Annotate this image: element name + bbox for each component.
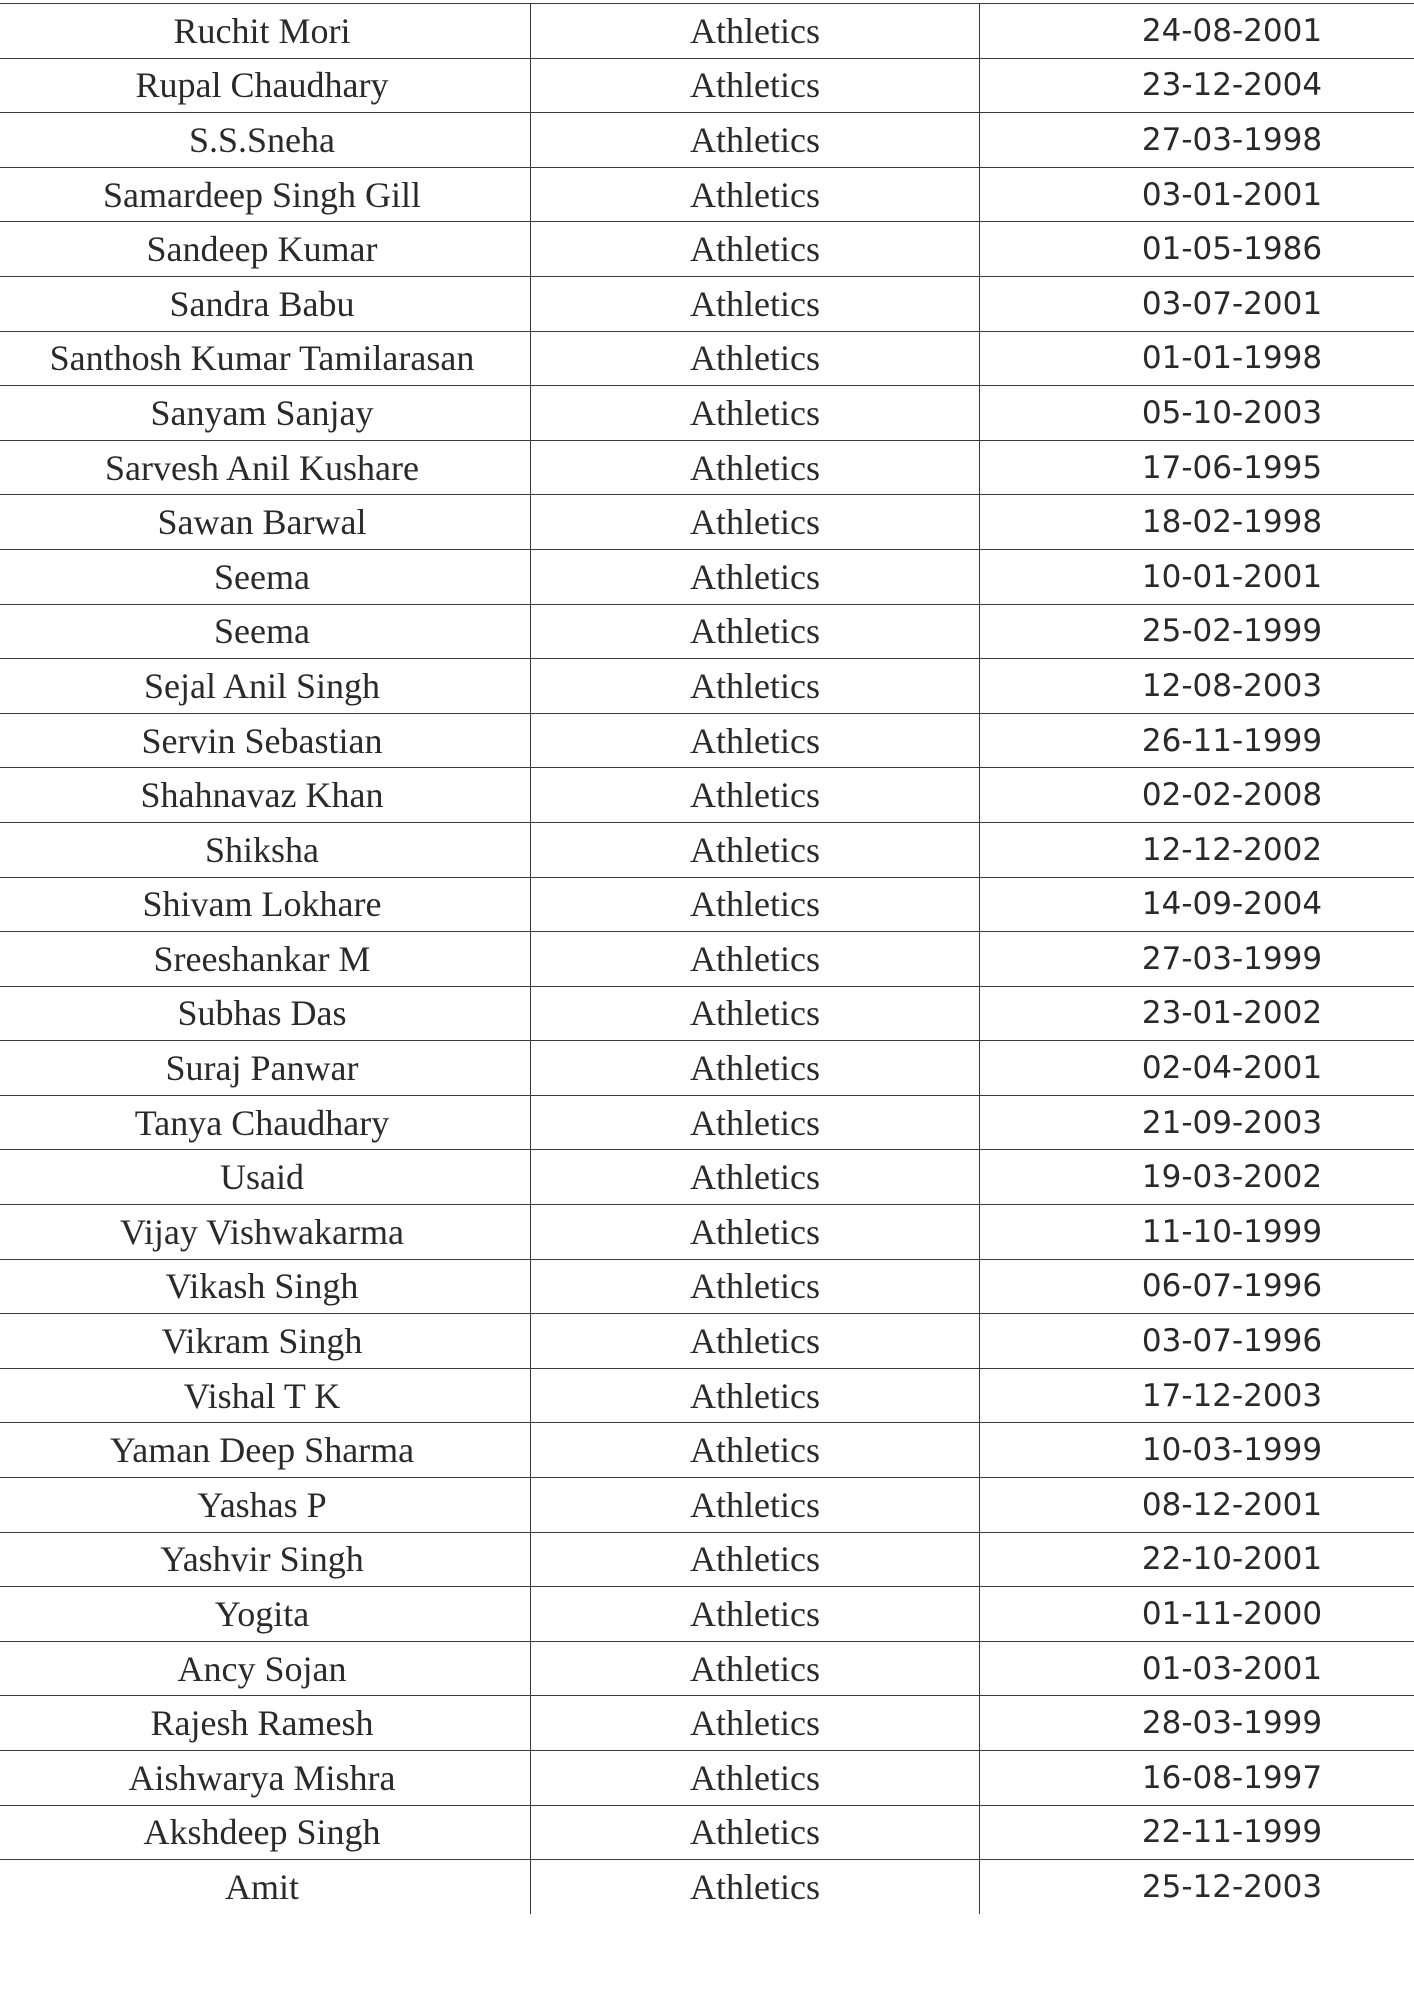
sport-text: Athletics	[690, 829, 820, 870]
date-of-birth-text: 27-03-1998	[1141, 121, 1323, 158]
sport-cell	[531, 4, 980, 59]
sport-text: Athletics	[690, 392, 820, 433]
date-of-birth-cell	[980, 1259, 1414, 1314]
date-of-birth-cell	[980, 1696, 1414, 1751]
athlete-name-text: Sanyam Sanjay	[150, 392, 374, 433]
sport-cell	[531, 1423, 980, 1478]
date-of-birth-text: 06-07-1996	[1141, 1268, 1323, 1305]
date-of-birth-text: 02-02-2008	[1141, 777, 1323, 814]
date-of-birth-text: 22-11-1999	[1141, 1814, 1323, 1851]
date-of-birth-cell	[980, 768, 1414, 823]
athlete-name-cell	[0, 1314, 531, 1369]
sport-cell	[531, 1751, 980, 1806]
athlete-name-text: Ruchit Mori	[173, 10, 351, 51]
date-of-birth-text: 21-09-2003	[1141, 1104, 1323, 1141]
sport-cell	[531, 1641, 980, 1696]
sport-text: Athletics	[690, 1157, 820, 1198]
date-of-birth-text: 12-08-2003	[1141, 667, 1323, 704]
table-row	[0, 495, 1414, 550]
athlete-name-cell	[0, 768, 531, 823]
table-row	[0, 1423, 1414, 1478]
table-row	[0, 1205, 1414, 1260]
date-of-birth-text: 12-12-2002	[1141, 831, 1323, 868]
date-of-birth-text: 16-08-1997	[1141, 1759, 1323, 1796]
date-of-birth-text: 23-01-2002	[1141, 995, 1323, 1032]
athlete-name-cell	[0, 1259, 531, 1314]
athlete-name-text: Yogita	[214, 1594, 310, 1635]
sport-cell	[531, 549, 980, 604]
athlete-name-text: Sandeep Kumar	[146, 229, 378, 270]
athlete-name-cell	[0, 113, 531, 168]
sport-cell	[531, 768, 980, 823]
date-of-birth-text: 01-03-2001	[1141, 1650, 1323, 1687]
athlete-name-cell	[0, 604, 531, 659]
date-of-birth-cell	[980, 1314, 1414, 1369]
athlete-name-text: Sawan Barwal	[157, 502, 367, 543]
date-of-birth-cell	[980, 440, 1414, 495]
athlete-name-text: Vikash Singh	[165, 1266, 359, 1307]
athlete-name-text: Vikram Singh	[161, 1321, 363, 1362]
sport-cell	[531, 822, 980, 877]
date-of-birth-cell	[980, 4, 1414, 59]
athlete-name-cell	[0, 822, 531, 877]
athlete-name-cell	[0, 1368, 531, 1423]
athlete-name-cell	[0, 1150, 531, 1205]
date-of-birth-cell	[980, 986, 1414, 1041]
date-of-birth-cell	[980, 386, 1414, 441]
athlete-name-text: Yaman Deep Sharma	[109, 1430, 415, 1471]
sport-text: Athletics	[690, 229, 820, 270]
athlete-name-text: Santhosh Kumar Tamilarasan	[49, 338, 475, 379]
date-of-birth-cell	[980, 113, 1414, 168]
table-row	[0, 1696, 1414, 1751]
date-of-birth-cell	[980, 1368, 1414, 1423]
sport-text: Athletics	[690, 1866, 820, 1907]
table-row	[0, 331, 1414, 386]
sport-cell	[531, 659, 980, 714]
table-row	[0, 986, 1414, 1041]
date-of-birth-text: 10-03-1999	[1141, 1432, 1323, 1469]
table-row	[0, 222, 1414, 277]
athlete-name-text: Sarvesh Anil Kushare	[105, 447, 419, 488]
athlete-name-text: Rajesh Ramesh	[150, 1703, 374, 1744]
athlete-name-cell	[0, 1805, 531, 1860]
date-of-birth-text: 24-08-2001	[1141, 12, 1323, 49]
date-of-birth-cell	[980, 1532, 1414, 1587]
date-of-birth-text: 28-03-1999	[1141, 1705, 1323, 1742]
sport-cell	[531, 1478, 980, 1533]
date-of-birth-cell	[980, 222, 1414, 277]
athlete-name-text: Yashas P	[197, 1484, 327, 1525]
table-row	[0, 113, 1414, 168]
athlete-name-cell	[0, 58, 531, 113]
sport-cell	[531, 276, 980, 331]
athlete-name-cell	[0, 659, 531, 714]
sport-cell	[531, 986, 980, 1041]
athlete-name-cell	[0, 386, 531, 441]
sport-text: Athletics	[690, 1539, 820, 1580]
sport-cell	[531, 167, 980, 222]
date-of-birth-text: 02-04-2001	[1141, 1050, 1323, 1087]
sport-cell	[531, 1368, 980, 1423]
sport-cell	[531, 58, 980, 113]
athlete-name-cell	[0, 1587, 531, 1642]
sport-text: Athletics	[690, 1812, 820, 1853]
sport-cell	[531, 222, 980, 277]
table-row	[0, 167, 1414, 222]
athlete-name-text: Ancy Sojan	[177, 1648, 347, 1689]
sport-text: Athletics	[690, 1757, 820, 1798]
athlete-name-cell	[0, 1751, 531, 1806]
sport-text: Athletics	[690, 720, 820, 761]
sport-cell	[531, 1150, 980, 1205]
athlete-name-cell	[0, 1478, 531, 1533]
athlete-name-text: Seema	[214, 556, 310, 597]
sport-text: Athletics	[690, 1211, 820, 1252]
sport-cell	[531, 1587, 980, 1642]
date-of-birth-cell	[980, 822, 1414, 877]
athlete-name-cell	[0, 4, 531, 59]
sport-text: Athletics	[690, 1048, 820, 1089]
table-row	[0, 1751, 1414, 1806]
date-of-birth-cell	[980, 1095, 1414, 1150]
date-of-birth-text: 03-07-1996	[1141, 1323, 1323, 1360]
athlete-name-cell	[0, 1423, 531, 1478]
sport-cell	[531, 1805, 980, 1860]
table-row	[0, 1805, 1414, 1860]
athlete-name-text: Shahnavaz Khan	[140, 775, 384, 816]
sport-cell	[531, 713, 980, 768]
date-of-birth-text: 22-10-2001	[1141, 1541, 1323, 1578]
date-of-birth-cell	[980, 1751, 1414, 1806]
date-of-birth-text: 17-12-2003	[1141, 1377, 1323, 1414]
date-of-birth-cell	[980, 495, 1414, 550]
athlete-name-text: Seema	[214, 611, 310, 652]
date-of-birth-cell	[980, 877, 1414, 932]
athlete-name-cell	[0, 1641, 531, 1696]
table-row	[0, 440, 1414, 495]
athlete-name-cell	[0, 1205, 531, 1260]
date-of-birth-text: 23-12-2004	[1141, 67, 1323, 104]
date-of-birth-text: 25-12-2003	[1141, 1868, 1323, 1905]
sport-cell	[531, 113, 980, 168]
sport-cell	[531, 1314, 980, 1369]
date-of-birth-text: 05-10-2003	[1141, 394, 1323, 431]
athlete-name-cell	[0, 495, 531, 550]
date-of-birth-text: 19-03-2002	[1141, 1159, 1323, 1196]
table-row	[0, 604, 1414, 659]
athlete-name-text: Shiksha	[204, 829, 319, 870]
table-row	[0, 276, 1414, 331]
table-row	[0, 877, 1414, 932]
sport-cell	[531, 1205, 980, 1260]
date-of-birth-cell	[980, 1587, 1414, 1642]
table-row	[0, 1587, 1414, 1642]
athlete-name-cell	[0, 713, 531, 768]
table-row	[0, 932, 1414, 987]
table-row	[0, 4, 1414, 59]
sport-text: Athletics	[690, 938, 820, 979]
athlete-name-cell	[0, 331, 531, 386]
athlete-name-cell	[0, 276, 531, 331]
date-of-birth-cell	[980, 713, 1414, 768]
sport-text: Athletics	[690, 1703, 820, 1744]
sport-cell	[531, 1259, 980, 1314]
date-of-birth-cell	[980, 604, 1414, 659]
table-row	[0, 1641, 1414, 1696]
date-of-birth-text: 27-03-1999	[1141, 940, 1323, 977]
table-row	[0, 1368, 1414, 1423]
athlete-name-cell	[0, 440, 531, 495]
date-of-birth-text: 03-01-2001	[1141, 176, 1323, 213]
sport-text: Athletics	[690, 1321, 820, 1362]
athlete-name-cell	[0, 222, 531, 277]
date-of-birth-cell	[980, 1423, 1414, 1478]
date-of-birth-cell	[980, 659, 1414, 714]
athlete-name-cell	[0, 1532, 531, 1587]
date-of-birth-text: 10-01-2001	[1141, 558, 1323, 595]
table-row	[0, 1095, 1414, 1150]
date-of-birth-cell	[980, 58, 1414, 113]
date-of-birth-cell	[980, 1805, 1414, 1860]
athlete-name-cell	[0, 1041, 531, 1096]
date-of-birth-cell	[980, 549, 1414, 604]
sport-text: Athletics	[690, 993, 820, 1034]
table-row	[0, 1259, 1414, 1314]
sport-text: Athletics	[690, 1648, 820, 1689]
sport-text: Athletics	[690, 1102, 820, 1143]
athlete-name-text: Servin Sebastian	[141, 720, 383, 761]
date-of-birth-text: 03-07-2001	[1141, 285, 1323, 322]
athlete-name-text: Subhas Das	[177, 993, 347, 1034]
athlete-name-text: Aishwarya Mishra	[128, 1757, 396, 1798]
date-of-birth-text: 01-11-2000	[1141, 1596, 1323, 1633]
sport-text: Athletics	[690, 556, 820, 597]
date-of-birth-cell	[980, 1205, 1414, 1260]
sport-text: Athletics	[690, 283, 820, 324]
sport-cell	[531, 386, 980, 441]
athlete-name-text: Shivam Lokhare	[142, 884, 382, 925]
table-row	[0, 1860, 1414, 1914]
athlete-name-text: Samardeep Singh Gill	[103, 174, 421, 215]
athlete-name-text: Sandra Babu	[169, 283, 355, 324]
athlete-name-text: S.S.Sneha	[188, 119, 336, 160]
date-of-birth-text: 26-11-1999	[1141, 722, 1323, 759]
athlete-name-text: Yashvir Singh	[160, 1539, 364, 1580]
table-row	[0, 713, 1414, 768]
sport-cell	[531, 495, 980, 550]
sport-text: Athletics	[690, 119, 820, 160]
date-of-birth-text: 18-02-1998	[1141, 504, 1323, 541]
athlete-name-text: Tanya Chaudhary	[134, 1102, 390, 1143]
date-of-birth-text: 11-10-1999	[1141, 1213, 1323, 1250]
table-row	[0, 1532, 1414, 1587]
table-row	[0, 58, 1414, 113]
sport-cell	[531, 1696, 980, 1751]
date-of-birth-text: 17-06-1995	[1141, 449, 1323, 486]
athlete-name-text: Rupal Chaudhary	[135, 65, 389, 106]
sport-cell	[531, 440, 980, 495]
sport-text: Athletics	[690, 174, 820, 215]
date-of-birth-cell	[980, 331, 1414, 386]
table-row	[0, 768, 1414, 823]
sport-text: Athletics	[690, 1375, 820, 1416]
table-row	[0, 549, 1414, 604]
sport-text: Athletics	[690, 1430, 820, 1471]
athlete-name-cell	[0, 1860, 531, 1914]
athlete-name-text: Amit	[224, 1866, 299, 1907]
sport-text: Athletics	[690, 447, 820, 488]
sport-cell	[531, 1532, 980, 1587]
date-of-birth-text: 25-02-1999	[1141, 613, 1323, 650]
sport-text: Athletics	[690, 1484, 820, 1525]
date-of-birth-cell	[980, 1478, 1414, 1533]
table-row	[0, 1041, 1414, 1096]
sport-cell	[531, 1041, 980, 1096]
table-row	[0, 1150, 1414, 1205]
sport-text: Athletics	[690, 502, 820, 543]
athletes-table-body	[0, 4, 1414, 1914]
athlete-name-text: Suraj Panwar	[165, 1048, 359, 1089]
sport-cell	[531, 1095, 980, 1150]
athlete-name-text: Vishal T K	[183, 1375, 341, 1416]
date-of-birth-text: 14-09-2004	[1141, 886, 1323, 923]
athlete-name-cell	[0, 167, 531, 222]
sport-text: Athletics	[690, 1266, 820, 1307]
sport-text: Athletics	[690, 10, 820, 51]
date-of-birth-text: 08-12-2001	[1141, 1486, 1323, 1523]
athlete-name-cell	[0, 986, 531, 1041]
sport-cell	[531, 877, 980, 932]
table-row	[0, 1314, 1414, 1369]
athlete-name-text: Sejal Anil Singh	[143, 665, 381, 706]
sport-text: Athletics	[690, 611, 820, 652]
date-of-birth-text: 01-05-1986	[1141, 231, 1323, 268]
table-row	[0, 1478, 1414, 1533]
athlete-name-text: Akshdeep Singh	[143, 1812, 381, 1853]
sport-text: Athletics	[690, 1594, 820, 1635]
athlete-name-cell	[0, 932, 531, 987]
date-of-birth-cell	[980, 1860, 1414, 1914]
date-of-birth-cell	[980, 276, 1414, 331]
date-of-birth-cell	[980, 1041, 1414, 1096]
athletes-table	[0, 3, 1414, 1914]
table-row	[0, 659, 1414, 714]
sport-text: Athletics	[690, 338, 820, 379]
sport-text: Athletics	[690, 884, 820, 925]
athlete-name-text: Vijay Vishwakarma	[120, 1211, 404, 1252]
table-row	[0, 386, 1414, 441]
athlete-name-cell	[0, 1095, 531, 1150]
sport-text: Athletics	[690, 665, 820, 706]
sport-text: Athletics	[690, 775, 820, 816]
athlete-name-cell	[0, 1696, 531, 1751]
sport-text: Athletics	[690, 65, 820, 106]
date-of-birth-cell	[980, 1641, 1414, 1696]
sport-cell	[531, 932, 980, 987]
athlete-name-text: Sreeshankar M	[153, 938, 371, 979]
table-row	[0, 822, 1414, 877]
date-of-birth-cell	[980, 1150, 1414, 1205]
sport-cell	[531, 1860, 980, 1914]
date-of-birth-cell	[980, 932, 1414, 987]
athlete-name-cell	[0, 877, 531, 932]
sport-cell	[531, 331, 980, 386]
date-of-birth-text: 01-01-1998	[1141, 340, 1323, 377]
athlete-name-cell	[0, 549, 531, 604]
sport-cell	[531, 604, 980, 659]
date-of-birth-cell	[980, 167, 1414, 222]
athlete-name-text: Usaid	[220, 1157, 304, 1198]
